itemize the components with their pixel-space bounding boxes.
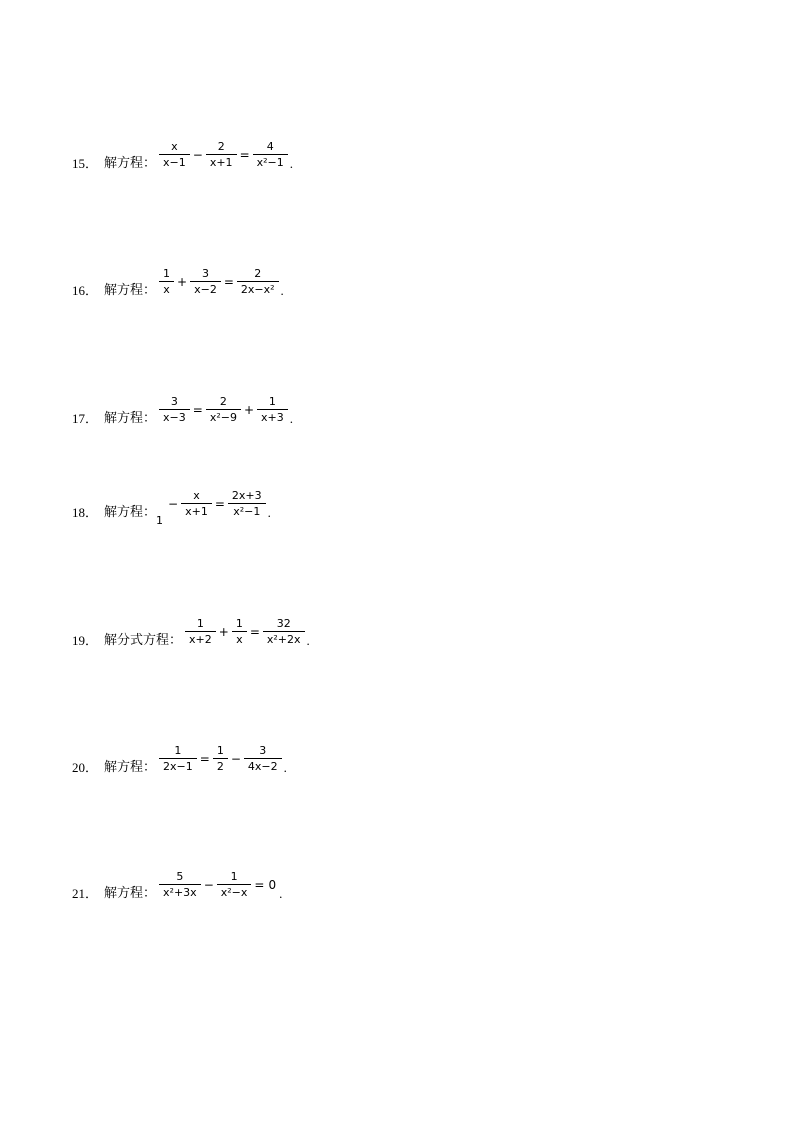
fraction-numerator: 4 xyxy=(253,141,288,155)
problem-number: 17． xyxy=(72,411,99,426)
fraction-numerator: 1 xyxy=(213,745,228,759)
fraction-numerator: 3 xyxy=(159,396,190,410)
fraction-denominator: 2x−1 xyxy=(163,760,193,773)
equation xyxy=(166,490,267,517)
fraction-denominator: x²−1 xyxy=(233,505,261,518)
fraction-denominator: x+1 xyxy=(185,505,208,518)
equation-operator: = xyxy=(223,274,234,289)
equation-operator: = xyxy=(214,496,225,511)
fraction-numerator: 1 xyxy=(257,396,288,410)
problem-instruction: 解方程： xyxy=(104,760,157,775)
equation-operator: − xyxy=(230,751,241,766)
equation-leading-term: 1 xyxy=(156,514,164,527)
equation xyxy=(158,871,278,898)
fraction xyxy=(187,618,214,645)
fraction-numerator: 2 xyxy=(237,268,279,282)
equation-operator: = xyxy=(249,624,260,639)
fraction xyxy=(208,396,239,423)
fraction xyxy=(183,490,210,517)
equation-operator: − xyxy=(203,877,214,892)
fraction-denominator: x²−1 xyxy=(256,156,284,169)
equation xyxy=(158,745,283,772)
problem-21 xyxy=(72,870,283,901)
fraction xyxy=(246,745,280,772)
fraction-denominator: x+3 xyxy=(261,411,284,424)
problem-18 xyxy=(72,489,271,527)
problem-instruction: 解方程： xyxy=(104,886,157,901)
equation-operator: − xyxy=(168,496,179,511)
problem-number: 21． xyxy=(72,886,99,901)
problem-number: 18． xyxy=(72,505,99,520)
equation xyxy=(158,396,289,423)
fraction xyxy=(208,141,235,168)
problem-16 xyxy=(72,267,284,298)
problem-instruction: 解方程： xyxy=(104,156,157,171)
problem-number: 16． xyxy=(72,283,99,298)
fraction-denominator: 2x−x² xyxy=(240,283,275,296)
fraction-denominator: x xyxy=(163,283,170,296)
fraction xyxy=(161,396,188,423)
problem-instruction: 解方程： xyxy=(104,505,157,520)
fraction-numerator: 3 xyxy=(244,745,282,759)
fraction xyxy=(239,268,277,295)
fraction-denominator: 4x−2 xyxy=(247,760,278,773)
fraction xyxy=(234,618,245,645)
equation-operator: = xyxy=(199,751,210,766)
problem-instruction: 解方程： xyxy=(104,411,157,426)
fraction-numerator: x xyxy=(181,490,212,504)
problem-20 xyxy=(72,744,287,775)
problem-number: 15． xyxy=(72,156,99,171)
equation-period: . xyxy=(267,505,271,520)
fraction-numerator: 1 xyxy=(159,745,197,759)
fraction-numerator: x xyxy=(159,141,190,155)
equation-period: . xyxy=(289,411,294,426)
fraction-denominator: x+1 xyxy=(209,156,233,169)
problem-15 xyxy=(72,140,294,171)
equation-period: . xyxy=(306,633,310,648)
equation-period: . xyxy=(289,156,294,171)
equation-operator: = xyxy=(192,402,203,417)
fraction xyxy=(161,871,199,898)
fraction xyxy=(161,141,188,168)
equation-operator: + xyxy=(177,274,188,289)
problem-number: 19． xyxy=(72,633,99,648)
fraction xyxy=(161,268,172,295)
problem-19 xyxy=(72,617,310,648)
fraction xyxy=(259,396,286,423)
fraction-numerator: 2 xyxy=(206,396,241,410)
fraction-denominator: x²+2x xyxy=(266,633,301,646)
fraction-numerator: 1 xyxy=(232,618,247,632)
problem-instruction: 解方程： xyxy=(104,283,157,298)
fraction xyxy=(265,618,303,645)
equation-period: . xyxy=(280,283,284,298)
fraction xyxy=(230,490,264,517)
equation-period: . xyxy=(279,886,283,901)
fraction-denominator: x−1 xyxy=(163,156,186,169)
equation xyxy=(158,141,289,168)
fraction-denominator: x+2 xyxy=(189,633,212,646)
problem-number: 20． xyxy=(72,760,99,775)
fraction-denominator: x xyxy=(236,633,243,646)
fraction-numerator: 1 xyxy=(185,618,216,632)
equation-period: . xyxy=(283,760,287,775)
fraction-denominator: 2 xyxy=(216,760,224,773)
fraction-numerator: 1 xyxy=(159,268,174,282)
fraction-denominator: x−2 xyxy=(194,283,217,296)
fraction-numerator: 3 xyxy=(190,268,221,282)
fraction xyxy=(215,745,226,772)
equation-operator: − xyxy=(192,147,203,162)
fraction-numerator: 32 xyxy=(263,618,305,632)
equation-operator: = xyxy=(239,147,250,162)
fraction-denominator: x²−x xyxy=(220,886,248,899)
fraction-numerator: 2x+3 xyxy=(228,490,266,504)
fraction-denominator: x−3 xyxy=(163,411,186,424)
fraction xyxy=(255,141,286,168)
fraction-numerator: 2 xyxy=(206,141,237,155)
fraction-denominator: x²−9 xyxy=(209,411,237,424)
problem-instruction: 解分式方程： xyxy=(104,633,183,648)
equation xyxy=(158,268,280,295)
fraction-numerator: 5 xyxy=(159,871,201,885)
equation-operator: + xyxy=(218,624,229,639)
fraction xyxy=(161,745,195,772)
equation-operator: = xyxy=(254,877,265,892)
fraction-numerator: 1 xyxy=(217,871,252,885)
fraction xyxy=(219,871,250,898)
equation-operator: 0 xyxy=(268,877,277,892)
problem-17 xyxy=(72,395,294,426)
equation-operator: + xyxy=(243,402,255,417)
fraction xyxy=(192,268,219,295)
equation xyxy=(184,618,306,645)
fraction-denominator: x²+3x xyxy=(163,886,197,899)
